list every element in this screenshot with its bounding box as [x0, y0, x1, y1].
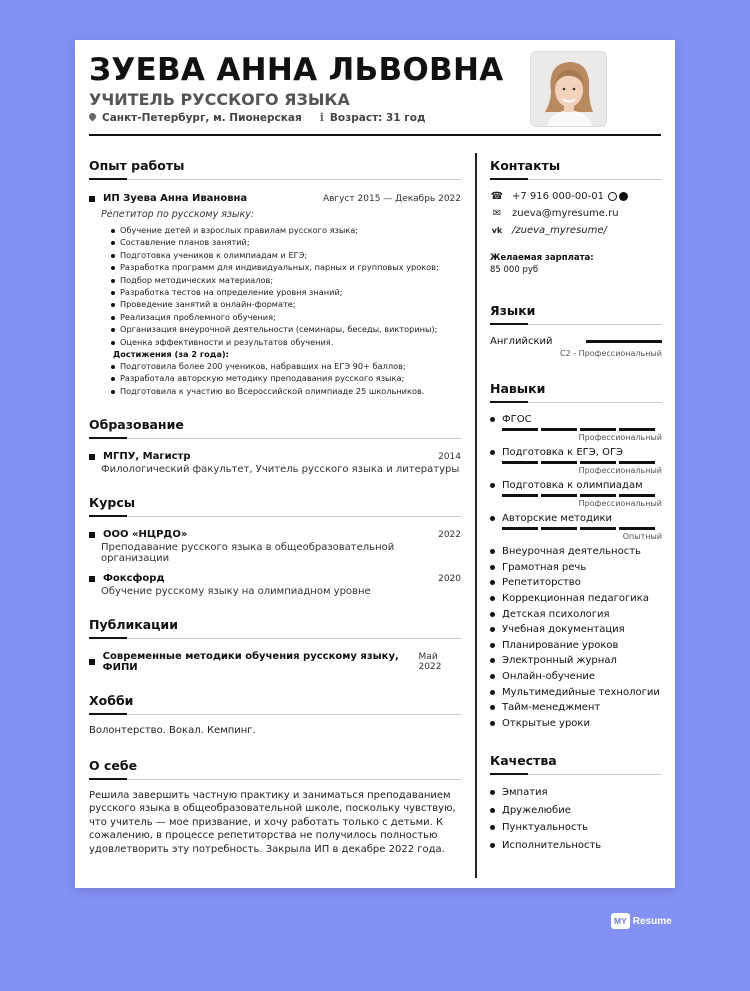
section-title: Курсы: [89, 495, 136, 511]
quality-item: Эмпатия: [490, 784, 662, 802]
rated-skill: [490, 477, 662, 508]
column-divider: [475, 153, 477, 878]
list-item: Подготовила более 200 учеников, набравших на ЕГЭ 90+ баллов;: [111, 360, 461, 372]
skill-list-item: Грамотная речь: [490, 560, 662, 576]
list-item: Обучение детей и взрослых правилам русского языка;: [111, 224, 461, 236]
telegram-icon: [619, 192, 628, 201]
job-role: Репетитор по русскому языку:: [101, 209, 255, 220]
skill-bar-segment: [619, 494, 655, 497]
skill-bar-segment: [541, 494, 577, 497]
bullet-dot: [490, 565, 495, 570]
rated-skill: [490, 510, 662, 541]
language-name: Английский: [490, 336, 553, 347]
skill-list-item: Детская психология: [490, 606, 662, 622]
skill-level: Профессиональный: [578, 466, 662, 475]
bullet-dot: [490, 450, 495, 455]
bullet-dot: [490, 690, 495, 695]
qualities-section: [490, 753, 662, 854]
section-title: Хобби: [89, 693, 134, 709]
whatsapp-icon: [608, 192, 617, 201]
company-name: ИП Зуева Анна Ивановна: [103, 193, 248, 204]
list-item: Проведение занятий в онлайн-формате;: [111, 298, 461, 310]
list-item: Подбор методических материалов;: [111, 274, 461, 286]
location-icon: [89, 113, 96, 123]
bullet-square: [89, 659, 95, 665]
rated-skill: [490, 444, 662, 475]
bullet-dot: [490, 549, 495, 554]
skill-list-item: Мультимедийные технологии: [490, 684, 662, 700]
language-level-bar: [586, 340, 662, 343]
skill-list-item: Открытые уроки: [490, 716, 662, 732]
vk-icon: vk: [491, 226, 503, 235]
experience-section: [89, 158, 461, 397]
candidate-meta: [89, 111, 425, 124]
bullet-dot: [490, 612, 495, 617]
bullet-square: [89, 196, 95, 202]
publication-title: Современные методики обучения русскому языку, ФИПИ: [102, 651, 399, 674]
course-detail: Обучение русскому языку на олимпиадном уровне: [101, 586, 371, 598]
about-text: Решила завершить частную практику и заниматься преподаванием русского языка в общеобразовательной школе, поскольку чувствую, что учитель — мое призвание, и хочу работать только с детьми. К сожалению, в процессе репетиторства не получилось полностью удовлетворить эту потребность. Закрыла ИП в декабре 2022 года.: [89, 789, 456, 855]
skill-name: Подготовка к ЕГЭ, ОГЭ: [502, 446, 624, 458]
bullet-dot: [490, 627, 495, 632]
bullet-square: [89, 454, 95, 460]
left-column: [89, 158, 461, 856]
resume-page: [75, 40, 675, 888]
candidate-age: Возраст: 31 год: [329, 111, 426, 124]
skill-bar-segment: [541, 461, 577, 464]
salary-value: 85 000 руб: [490, 265, 539, 275]
bullet-square: [89, 532, 95, 538]
education-detail: Филологический факультет, Учитель русского языка и литературы: [101, 464, 460, 476]
bullet-dot: [490, 790, 495, 795]
skill-list-item: Репетиторство: [490, 575, 662, 591]
salary-label: Желаемая зарплата:: [490, 253, 594, 263]
bullet-dot: [490, 483, 495, 488]
bullet-dot: [490, 580, 495, 585]
bullet-dot: [490, 417, 495, 422]
courses-section: [89, 495, 461, 597]
skill-name: Подготовка к олимпиадам: [502, 479, 643, 491]
skill-list-item: Планирование уроков: [490, 638, 662, 654]
section-title: Навыки: [490, 381, 546, 396]
course-year: 2020: [438, 573, 461, 584]
list-item: Подготовка учеников к олимпиадам и ЕГЭ;: [111, 249, 461, 261]
list-item: Организация внеурочной деятельности (семинары, беседы, викторины);: [111, 323, 461, 335]
hobby-text: Волонтерство. Вокал. Кемпинг.: [89, 725, 256, 737]
skill-bar-segment: [580, 428, 616, 431]
course-detail: Преподавание русского языка в общеобразовательной организации: [101, 542, 395, 565]
bullet-dot: [490, 705, 495, 710]
skill-list-item: Электронный журнал: [490, 653, 662, 669]
course-year: 2022: [438, 529, 461, 540]
skill-level: Профессиональный: [578, 499, 662, 508]
bullet-dot: [490, 596, 495, 601]
section-title: Публикации: [89, 617, 178, 633]
publications-section: [89, 617, 461, 673]
skill-level-bars: [502, 428, 662, 431]
section-title: Образование: [89, 417, 184, 433]
skill-bar-segment: [541, 428, 577, 431]
section-title: О себе: [89, 757, 138, 773]
achievements-title: Достижения (за 2 года):: [113, 349, 229, 360]
skill-bar-segment: [580, 461, 616, 464]
skill-bar-segment: [580, 494, 616, 497]
list-item: Реализация проблемного обучения;: [111, 311, 461, 323]
candidate-position: УЧИТЕЛЬ РУССКОГО ЯЗЫКА: [89, 90, 350, 109]
duties-list: [89, 224, 461, 348]
skill-bar-segment: [619, 428, 655, 431]
course-org: ООО «НЦРДО»: [103, 529, 188, 541]
experience-dates: Август 2015 — Декабрь 2022: [322, 193, 461, 204]
about-section: [89, 758, 461, 857]
skill-list-item: Коррекционная педагогика: [490, 591, 662, 607]
publication-date: Май 2022: [418, 652, 442, 673]
skill-list-item: Онлайн-обучение: [490, 669, 662, 685]
quality-item: Пунктуальность: [490, 819, 662, 837]
skill-level: Опытный: [622, 532, 662, 541]
contact-email[interactable]: ✉ zueva@myresume.ru: [490, 205, 662, 222]
list-item: Разработка программ для индивидуальных, парных и групповых уроков;: [111, 261, 461, 273]
section-title: Языки: [490, 303, 536, 318]
bullet-dot: [490, 843, 495, 848]
skill-bar-segment: [619, 527, 655, 530]
bullet-dot: [490, 516, 495, 521]
skill-bar-segment: [502, 428, 538, 431]
bullet-dot: [490, 808, 495, 813]
skill-level: Профессиональный: [578, 433, 662, 442]
list-item: Составление планов занятий;: [111, 236, 461, 248]
bullet-dot: [490, 721, 495, 726]
list-item: Подготовила к участию во Всероссийской олимпиаде 25 школьников.: [111, 385, 461, 397]
candidate-photo: [530, 51, 607, 127]
info-icon: i: [319, 111, 324, 124]
skill-list-item: Учебная документация: [490, 622, 662, 638]
quality-item: Дружелюбие: [490, 802, 662, 820]
myresume-logo: MY Resume: [611, 913, 672, 929]
rated-skill: [490, 411, 662, 442]
languages-section: [490, 303, 662, 358]
section-title: Опыт работы: [89, 158, 185, 173]
hobby-section: [89, 693, 461, 738]
contacts-section: [490, 158, 662, 275]
skill-level-bars: [502, 461, 662, 464]
phone-icon: ☎: [490, 191, 504, 202]
bullet-dot: [490, 825, 495, 830]
quality-item: Исполнительность: [490, 837, 662, 855]
contact-phone[interactable]: ☎ +7 916 000-00-01: [490, 188, 662, 205]
bullet-square: [89, 576, 95, 582]
contact-vk[interactable]: vk /zueva_myresume/: [491, 225, 607, 236]
skill-bar-segment: [619, 461, 655, 464]
skill-list-item: Внеурочная деятельность: [490, 544, 662, 560]
mail-icon: ✉: [492, 208, 502, 219]
skill-bar-segment: [502, 461, 538, 464]
skill-list-item: Тайм-менеджмент: [490, 700, 662, 716]
skills-section: [490, 381, 662, 731]
bullet-dot: [490, 674, 495, 679]
list-item: Оценка эффективности и результатов обучения.: [111, 336, 461, 348]
education-year: 2014: [438, 451, 461, 462]
bullet-dot: [490, 658, 495, 663]
course-org: Фоксфорд: [103, 573, 165, 585]
candidate-location: Санкт-Петербург, м. Пионерская: [102, 111, 302, 124]
list-item: Разработала авторскую методику преподавания русского языка;: [111, 372, 461, 384]
education-section: [89, 417, 461, 475]
skill-bar-segment: [502, 527, 538, 530]
achievements-list: [89, 360, 461, 397]
header-divider: [89, 134, 661, 136]
list-item: Разработка тестов на определение уровня знаний;: [111, 286, 461, 298]
skill-bar-segment: [580, 527, 616, 530]
section-title: Контакты: [490, 158, 561, 173]
bullet-dot: [490, 643, 495, 648]
right-column: [490, 158, 662, 854]
skill-bar-segment: [502, 494, 538, 497]
skill-level-bars: [502, 527, 662, 530]
school-name: МГПУ, Магистр: [103, 451, 191, 463]
section-title: Качества: [490, 753, 557, 769]
skill-name: Авторские методики: [502, 512, 612, 524]
skill-level-bars: [502, 494, 662, 497]
skill-bar-segment: [541, 527, 577, 530]
candidate-name: ЗУЕВА АННА ЛЬВОВНА: [89, 52, 504, 88]
skill-name: ФГОС: [502, 413, 532, 425]
language-level: C2 - Профессиональный: [560, 349, 662, 358]
